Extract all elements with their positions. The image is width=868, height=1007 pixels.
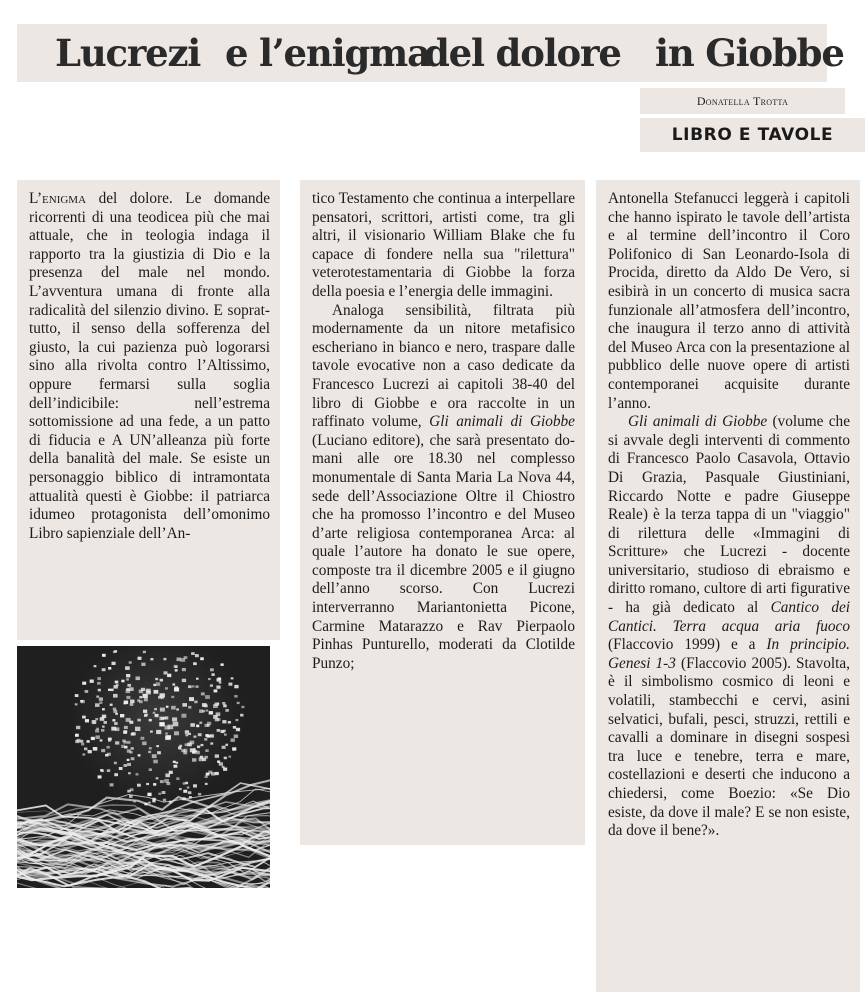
sphere-dot <box>113 694 118 698</box>
sphere-dot <box>115 713 118 715</box>
sphere-dot <box>194 701 197 704</box>
sphere-dot <box>114 762 117 765</box>
sphere-dot <box>127 741 131 744</box>
sphere-dot <box>160 708 165 712</box>
sphere-dot <box>165 687 168 689</box>
sphere-dot <box>163 799 166 802</box>
sphere-dot <box>223 768 227 771</box>
sphere-dot <box>115 681 119 684</box>
sphere-dot <box>194 736 197 738</box>
sphere-dot <box>178 747 181 749</box>
column-3-paragraph-2 <box>608 413 850 841</box>
sphere-dot <box>120 714 124 717</box>
sphere-dot <box>97 677 101 680</box>
sphere-dot <box>183 790 187 793</box>
sphere-dot <box>139 696 142 698</box>
sphere-dot <box>148 802 151 804</box>
sphere-dot <box>136 773 139 775</box>
sphere-dot <box>210 668 214 671</box>
sphere-dot <box>159 717 164 721</box>
sphere-dot <box>171 696 174 698</box>
sphere-dot <box>164 779 169 783</box>
sphere-dot <box>153 712 156 714</box>
sphere-dot <box>197 746 200 749</box>
sphere-dot <box>121 680 124 683</box>
column-1-paragraph <box>29 190 270 543</box>
article-column-3 <box>596 180 860 992</box>
sphere-dot <box>198 733 202 736</box>
sphere-dot <box>176 762 179 764</box>
sphere-dot <box>143 710 147 713</box>
sphere-dot <box>225 709 229 712</box>
sphere-dot <box>208 678 211 680</box>
sphere-dot <box>210 742 213 744</box>
sphere-dot <box>127 749 131 752</box>
sphere-dot <box>146 783 149 785</box>
sphere-dot <box>241 706 244 708</box>
sphere-dot <box>228 756 231 758</box>
sphere-dot <box>137 719 140 722</box>
column-3-text-b: (Flaccovio 1999) e a <box>608 636 767 654</box>
column-3-paragraph-1: Antonella Stefanucci leggerà i capitoli che hanno ispirato le tavole dell’artista e al termine dell’incontro il Coro Polifonico di San Leonardo-Isola di Procida, diretto da Aldo De Vero, si esibirà in un concerto di musica sacra funzionale all’atmosfera dell’incontro, che inaugura il terzo anno di attività del Museo Arca con la presentazione al pubblico delle nuove opere di artisti contemporanei acquisite durante l’anno. <box>608 190 850 412</box>
sphere-dot <box>123 702 126 704</box>
sphere-dot <box>131 747 134 750</box>
sphere-dot <box>156 730 161 734</box>
sphere-dot <box>176 708 179 710</box>
sphere-dot <box>113 708 116 711</box>
sphere-dot <box>85 690 89 693</box>
sphere-dot <box>112 662 116 665</box>
sphere-dot <box>113 651 116 653</box>
sphere-dot <box>222 746 226 749</box>
sphere-dot <box>155 714 159 717</box>
sphere-dot <box>144 714 147 716</box>
sphere-dot <box>206 710 209 712</box>
sphere-dot <box>232 747 236 750</box>
sphere-dot <box>234 695 237 698</box>
sphere-dot <box>114 722 118 725</box>
sphere-dot <box>143 651 146 654</box>
sphere-dot <box>219 682 222 684</box>
sphere-dot <box>181 658 186 662</box>
sphere-dot <box>102 715 106 719</box>
sphere-dot <box>160 693 165 697</box>
sphere-dot <box>181 714 186 718</box>
sphere-dot <box>129 661 132 663</box>
sphere-dot <box>176 777 179 780</box>
sphere-dot <box>98 689 101 692</box>
sphere-dot <box>174 687 179 691</box>
sphere-dot <box>106 746 109 749</box>
sphere-dot <box>196 751 200 754</box>
sphere-dot <box>201 692 205 695</box>
sphere-dot <box>115 741 119 744</box>
sphere-dot <box>95 718 98 720</box>
sphere-dot <box>123 731 127 734</box>
sphere-dot <box>174 731 179 735</box>
sphere-dot <box>202 703 207 707</box>
sphere-dot <box>110 783 114 786</box>
sphere-dot <box>187 787 190 789</box>
sphere-dot <box>126 678 129 680</box>
sphere-dot <box>173 761 176 763</box>
sphere-dot <box>191 652 195 655</box>
sphere-dot <box>85 719 89 722</box>
sphere-dot <box>209 711 213 714</box>
sphere-dot <box>119 767 123 770</box>
sphere-dot <box>188 791 192 794</box>
sphere-dot <box>95 703 100 707</box>
sphere-dot <box>164 671 168 674</box>
sphere-dot <box>159 722 164 726</box>
sphere-dot <box>192 685 195 687</box>
sphere-dot <box>130 788 134 791</box>
sphere-dot <box>124 726 128 729</box>
book-title-in-principio: In principio. Genesi 1-3 <box>608 636 850 672</box>
headline-word-giobbe: in Giobbe <box>655 31 844 75</box>
sphere-dot <box>108 740 111 742</box>
sphere-dot <box>84 748 87 751</box>
sphere-dot <box>228 721 231 723</box>
sphere-dot <box>81 743 84 746</box>
sphere-dot <box>97 682 101 685</box>
sphere-dot <box>234 735 238 739</box>
sphere-dot <box>229 683 233 686</box>
sphere-dot <box>101 769 104 772</box>
sphere-dot <box>130 703 134 706</box>
sphere-dot <box>193 662 197 665</box>
sphere-dot <box>206 773 210 776</box>
column-3-text-a: (volume che si avvale degli interventi di commento di Francesco Paolo Casavola, Ottavio Di Grazia, Pasquale Giustiniani, Riccardo Notte e padre Giuseppe Reale) è la terza tappa di un "viaggio" di rilettura delle «Immagini di Scritture» che Lucrezi - docente universitario, studioso di ebraismo e diritto romano, cultore di arti figurative - ha già dedicato al <box>608 413 850 617</box>
sphere-dot <box>107 769 110 772</box>
sphere-dot <box>182 668 186 671</box>
column-2-text-a: Analoga sensibilità, filtrata più modernamente da un nitore metafisico escheriano in bianco e nero, traspare dalle tavole evocative non a caso dedicate da Francesco Lucrezi ai capitoli 38-40 del libro di Giobbe e ora raccolte in un raffinato volume, <box>312 301 575 431</box>
article-column-1 <box>17 180 280 640</box>
sphere-dot <box>112 719 115 721</box>
sphere-dot <box>127 684 131 687</box>
sphere-dot <box>149 719 152 722</box>
sphere-dot <box>181 749 185 752</box>
sphere-dot <box>162 791 166 794</box>
sphere-dot <box>164 716 168 719</box>
sphere-dot <box>216 712 221 716</box>
sphere-dot <box>165 736 170 740</box>
byline: Donatella Trotta <box>640 88 845 114</box>
sphere-dot <box>207 724 210 726</box>
sphere-dot <box>137 784 141 787</box>
sphere-dot <box>171 706 176 710</box>
sphere-dot <box>105 754 108 757</box>
headline-bar <box>17 24 844 82</box>
sphere-dot <box>154 708 157 710</box>
sphere-dot <box>219 762 223 765</box>
sphere-dot <box>141 737 145 740</box>
sphere-dot <box>165 733 168 735</box>
sphere-dot <box>193 784 197 787</box>
sphere-dot <box>173 722 179 727</box>
sphere-dot <box>149 747 152 749</box>
sphere-dot <box>150 658 153 660</box>
sphere-dot <box>110 689 113 692</box>
sphere-dot <box>102 654 106 657</box>
sphere-dot <box>82 716 86 719</box>
sphere-dot <box>80 700 83 702</box>
sphere-dot <box>82 753 85 755</box>
sphere-dot <box>182 679 186 682</box>
sphere-dot <box>221 663 224 666</box>
sphere-dot <box>175 669 178 671</box>
sphere-dot <box>141 663 145 666</box>
sphere-dot <box>144 698 148 701</box>
sphere-dot <box>205 734 208 737</box>
sphere-dot <box>215 772 219 775</box>
sphere-dot <box>224 734 227 736</box>
sphere-dot <box>205 783 208 785</box>
sphere-dot <box>225 744 228 746</box>
sphere-dot <box>236 719 239 721</box>
sphere-dot <box>127 763 131 766</box>
sphere-dot <box>90 680 94 683</box>
sphere-dot <box>150 731 153 733</box>
sphere-dot <box>199 710 203 713</box>
sphere-dot <box>222 702 225 705</box>
sphere-dot <box>136 677 141 681</box>
sphere-dot <box>236 728 240 731</box>
sphere-dot <box>161 697 164 699</box>
sphere-dot <box>174 665 178 668</box>
sphere-dot <box>205 775 208 778</box>
sphere-dot <box>126 696 130 699</box>
sphere-dot <box>156 777 159 779</box>
sphere-dot <box>99 697 103 700</box>
sphere-dot <box>143 694 148 698</box>
artwork-svg <box>17 646 270 888</box>
sphere-dot <box>147 793 151 796</box>
sphere-dot <box>168 725 174 730</box>
sphere-dot <box>160 780 164 783</box>
sphere-dot <box>75 734 79 737</box>
column-1-text: del dolore. Le domande ricorrenti di una teodicea più che mai attuale, che in teologia indaga il rapporto tra la giustizia di Dio e la presenza del male nel mondo. L’avventura umana di fronte alla radicalità del silenzio divino. E soprattutto, il senso della sofferenza del giusto, la cui pazienza può logorarsi sino alla rivolta contro l’Altissimo, oppure fermarsi sulla soglia dell’indicibile: nell’estrema sottomissione ad una fede, a un patto di fiducia e A UN’alleanza più forte della banalità del male. Se esiste un personaggio biblico di intramontata attualità questi è Giobbe: il patriarca idumeo protagonista dell’omonimo Libro sapienziale dell’An- <box>29 190 270 542</box>
article-column-2 <box>300 180 585 845</box>
column-2-text-b: (Luciano editore), che sarà presentato domani alle ore 18.30 nel complesso monumentale di Santa Maria La Nova 44, sede dell’Associazione Oltre il Chiostro che ha promosso l’incontro e del Museo d’arte religiosa contemporanea Arca: al quale l’autore ha donato le sue opere, composte tra il dicembre 2005 e il giugno dell’anno scorso. Con Lucrezi interverranno Mariantonietta Picone, Carmine Matarazzo e Rav Pierpaolo Pinhas Punturello, moderati da Clotilde Punzo; <box>312 431 575 672</box>
sphere-dot <box>113 710 117 713</box>
sphere-dot <box>210 684 213 686</box>
sphere-dot <box>138 754 141 756</box>
sphere-dot <box>121 745 125 748</box>
sphere-dot <box>233 726 236 729</box>
sphere-dot <box>91 737 95 740</box>
sphere-dot <box>149 768 152 771</box>
sphere-dot <box>130 700 134 704</box>
sphere-dot <box>154 690 159 694</box>
sphere-dot <box>95 735 100 739</box>
sphere-dot <box>166 706 169 708</box>
sphere-dot <box>179 788 182 790</box>
sphere-dot <box>188 685 192 688</box>
sphere-dot <box>148 751 151 753</box>
sphere-dot <box>152 800 155 803</box>
artwork-illustration-icon <box>17 646 270 888</box>
sphere-dot <box>198 793 201 796</box>
sphere-dot <box>116 684 119 686</box>
sphere-dot <box>216 686 220 689</box>
sphere-dot <box>158 793 161 795</box>
sphere-dot <box>131 757 135 760</box>
sphere-dot <box>237 702 240 704</box>
sphere-dot <box>189 697 194 701</box>
sphere-dot <box>182 703 187 707</box>
sphere-dot <box>163 658 166 660</box>
sphere-dot <box>179 745 182 747</box>
sphere-dot <box>215 703 219 707</box>
sphere-dot <box>205 695 210 699</box>
sphere-dot <box>156 682 161 686</box>
sphere-dot <box>101 729 104 732</box>
sphere-dot <box>108 689 111 691</box>
sphere-dot <box>196 678 199 680</box>
sphere-dot <box>174 765 178 768</box>
sphere-dot <box>127 759 130 761</box>
sphere-dot <box>222 720 226 723</box>
sphere-dot <box>205 749 208 752</box>
sphere-dot <box>100 739 103 741</box>
sphere-dot <box>76 726 80 729</box>
sphere-dot <box>160 679 163 682</box>
sphere-dot <box>185 730 189 734</box>
sphere-dot <box>155 678 158 680</box>
sphere-dot <box>111 727 116 731</box>
sphere-dot <box>96 696 99 698</box>
book-title-cantico: Cantico dei Cantici. Terra acqua aria fuoco <box>608 599 851 635</box>
sphere-dot <box>223 705 227 708</box>
sphere-dot <box>138 657 142 660</box>
sphere-dot <box>129 687 134 691</box>
sphere-dot <box>200 657 204 660</box>
sphere-dot <box>153 760 158 764</box>
sphere-dot <box>196 725 199 728</box>
sphere-dot <box>122 740 125 743</box>
sphere-dot <box>199 722 202 724</box>
sphere-dot <box>152 754 157 758</box>
sphere-dot <box>217 678 221 681</box>
column-2-paragraph-2 <box>312 302 575 674</box>
sphere-dot <box>102 668 106 671</box>
sphere-dot <box>165 774 170 778</box>
sphere-dot <box>82 682 86 685</box>
sphere-dot <box>157 751 161 754</box>
sphere-dot <box>92 720 97 724</box>
sphere-dot <box>135 727 140 731</box>
sphere-dot <box>196 685 199 688</box>
sphere-dot <box>190 723 195 727</box>
sphere-dot <box>102 726 105 728</box>
sphere-dot <box>131 733 134 736</box>
sphere-dot <box>231 738 235 742</box>
sphere-dot <box>126 674 130 677</box>
sphere-dot <box>129 721 133 724</box>
sphere-dot <box>98 775 102 778</box>
sphere-dot <box>156 745 159 747</box>
sphere-dot <box>183 782 186 784</box>
sphere-dot <box>172 683 175 685</box>
sphere-dot <box>214 689 218 692</box>
sphere-dot <box>108 667 111 670</box>
sphere-dot <box>223 730 226 732</box>
sphere-dot <box>172 717 177 721</box>
book-title: Gli animali di Giobbe <box>429 413 575 431</box>
book-title: Gli animali di Giobbe <box>628 413 768 431</box>
sphere-dot <box>231 677 234 679</box>
sphere-dot <box>224 757 227 760</box>
sphere-dot <box>94 665 97 667</box>
sphere-dot <box>187 743 192 747</box>
sphere-dot <box>124 764 128 767</box>
sphere-dot <box>153 783 156 786</box>
sphere-dot <box>212 673 215 676</box>
sphere-dot <box>125 666 130 670</box>
sphere-dot <box>177 658 182 662</box>
sphere-dot <box>99 701 102 704</box>
column-3-text-c: (Flaccovio 2005). Stavolta, è il simbolismo cosmico di leoni e volatili, stambecchi e cervi, asini selvatici, bufali, pesci, struzzi, rettili e cavalli a dominare in disegni sospesi tra luce e tenebre, terra e mare, costellazioni e deserti che inducono a chiedersi, come Boezio: «Se Dio esiste, da dove il male? E se non esiste, da dove il bene?». <box>608 654 850 840</box>
sphere-dot <box>234 685 238 688</box>
sphere-dot <box>87 740 90 743</box>
sphere-dot <box>193 748 196 750</box>
sphere-dot <box>240 714 243 717</box>
sphere-dot <box>96 728 99 730</box>
sphere-dot <box>185 734 188 736</box>
sphere-dot <box>104 721 107 724</box>
headline-word-dolore: del dolore <box>424 31 621 75</box>
sphere-dot <box>88 750 92 753</box>
headline-word-enigma: e l’enigma <box>225 31 430 75</box>
sphere-dot <box>114 773 118 776</box>
section-tag: LIBRO E TAVOLE <box>640 118 865 152</box>
sphere-dot <box>217 729 221 732</box>
sphere-dot <box>201 744 204 746</box>
sphere-dot <box>110 704 113 706</box>
sphere-dot <box>188 706 191 709</box>
sphere-dot <box>128 772 131 774</box>
sphere-dot <box>75 703 78 705</box>
sphere-dot <box>195 654 199 657</box>
sphere-dot <box>75 694 79 697</box>
sphere-dot <box>137 700 140 702</box>
sphere-dot <box>210 734 214 737</box>
sphere-dot <box>167 674 171 677</box>
sphere-dot <box>192 758 196 762</box>
sphere-dot <box>139 690 143 694</box>
sphere-dot <box>204 738 207 741</box>
drop-lead: L’enigma <box>29 190 87 207</box>
sphere-dot <box>200 756 204 759</box>
sphere-dot <box>101 749 105 752</box>
sphere-dot <box>77 739 81 742</box>
sphere-dot <box>93 747 98 751</box>
sphere-dot <box>102 708 105 710</box>
sphere-dot <box>142 742 147 746</box>
column-2-paragraph-1: tico Testamento che continua a interpellare pensatori, scrittori, artisti come, tra gli altri, il visionario William Blake che fu capace di fondere nella sua "rilettura" veterotestamentaria di Giobbe la forza della poesia e l’energia delle immagini. <box>312 190 575 300</box>
sphere-dot <box>215 754 219 757</box>
headline-word-lucrezi: Lucrezi <box>55 31 201 75</box>
